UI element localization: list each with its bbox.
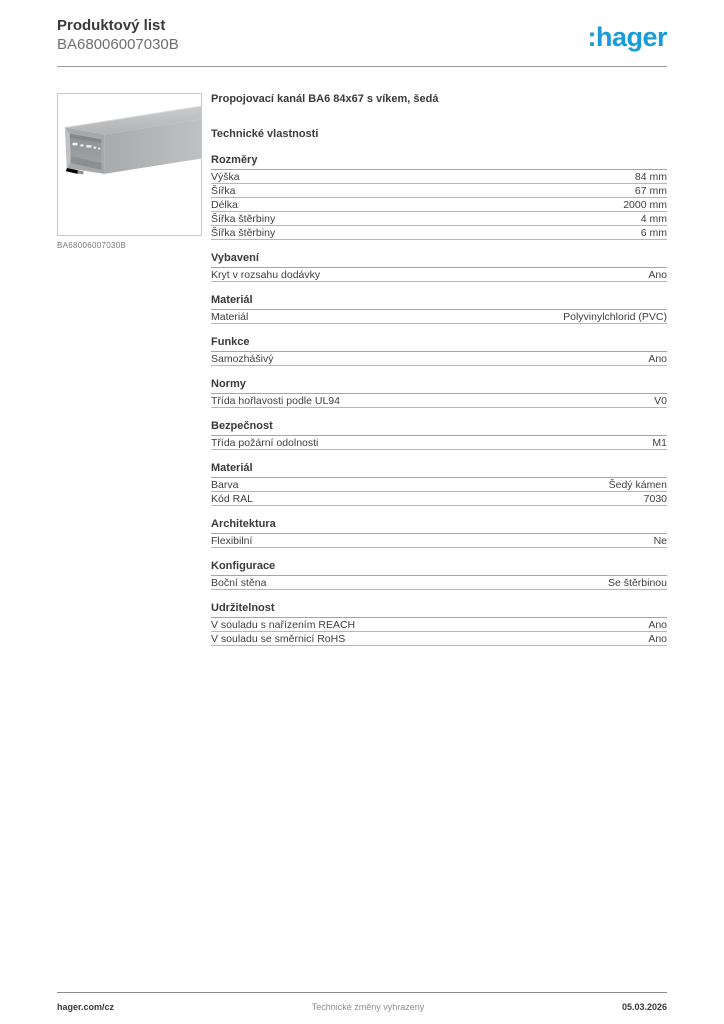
spec-value: Se štěrbinou	[608, 577, 667, 589]
spec-value: Ano	[648, 353, 667, 365]
spec-row	[211, 310, 667, 324]
product-title: Propojovací kanál BA6 84x67 s víkem, šedá	[211, 93, 439, 105]
spec-section-7	[211, 518, 667, 548]
spec-row	[211, 534, 667, 548]
spec-section-title: Udržitelnost	[211, 602, 667, 618]
spec-row	[211, 184, 667, 198]
spec-row	[211, 394, 667, 408]
spec-label: Třída požární odolnosti	[211, 437, 319, 449]
spec-label: Šířka štěrbiny	[211, 213, 276, 225]
spec-row	[211, 170, 667, 184]
spec-value: 67 mm	[634, 185, 667, 197]
spec-row	[211, 352, 667, 366]
header-divider	[57, 66, 667, 67]
spec-value: Ne	[653, 535, 667, 547]
spec-section-title: Rozměry	[211, 154, 667, 170]
spec-label: Kód RAL	[211, 493, 254, 505]
image-column	[57, 93, 204, 250]
spec-label: Kryt v rozsahu dodávky	[211, 269, 321, 281]
spec-label: Šířka štěrbiny	[211, 227, 276, 239]
spec-row	[211, 632, 667, 646]
footer-website: hager.com/cz	[57, 1002, 115, 1012]
spec-row	[211, 268, 667, 282]
spec-section-5	[211, 420, 667, 450]
image-caption: BA68006007030B	[57, 241, 127, 250]
spec-section-title: Materiál	[211, 462, 667, 478]
spec-label: Materiál	[211, 311, 249, 323]
spec-value: Ano	[648, 269, 667, 281]
product-code: BA68006007030B	[57, 36, 179, 53]
spec-section-title: Funkce	[211, 336, 667, 352]
spec-value: 2000 mm	[623, 199, 667, 211]
cable-trunking-illustration	[58, 94, 201, 235]
spec-value: Ano	[648, 619, 667, 631]
spec-section-2	[211, 294, 667, 324]
spec-section-title: Materiál	[211, 294, 667, 310]
spec-value: Ano	[648, 633, 667, 645]
spec-sections	[211, 154, 667, 646]
spec-label: Šířka	[211, 185, 236, 197]
spec-label: Boční stěna	[211, 577, 267, 589]
spec-row	[211, 198, 667, 212]
spec-section-title: Architektura	[211, 518, 667, 534]
header-titles	[57, 16, 179, 54]
main-content	[0, 93, 724, 658]
footer-date: 05.03.2026	[621, 1002, 667, 1012]
spec-column	[211, 93, 667, 658]
spec-section-3	[211, 336, 667, 366]
spec-value: 4 mm	[640, 213, 667, 225]
spec-section-title: Konfigurace	[211, 560, 667, 576]
spec-value: V0	[654, 395, 667, 407]
spec-section-8	[211, 560, 667, 590]
footer-row	[57, 1002, 667, 1012]
spec-value: 6 mm	[640, 227, 667, 239]
spec-value: M1	[652, 437, 667, 449]
product-image	[57, 93, 202, 236]
spec-label: Třída hořlavosti podle UL94	[211, 395, 340, 407]
footer-divider	[57, 992, 667, 993]
spec-label: Flexibilní	[211, 535, 253, 547]
spec-label: Délka	[211, 199, 238, 211]
spec-value: Šedý kámen	[608, 479, 667, 491]
spec-section-6	[211, 462, 667, 506]
spec-row	[211, 492, 667, 506]
spec-value: 7030	[643, 493, 667, 505]
spec-section-title: Normy	[211, 378, 667, 394]
spec-label: Barva	[211, 479, 239, 491]
spec-row	[211, 212, 667, 226]
hager-logo: :hager	[587, 22, 667, 52]
tech-properties-heading: Technické vlastnosti	[211, 128, 319, 140]
spec-section-0	[211, 154, 667, 240]
footer-disclaimer: Technické změny vyhrazeny	[311, 1002, 425, 1012]
spec-row	[211, 576, 667, 590]
spec-row	[211, 226, 667, 240]
spec-value: 84 mm	[634, 171, 667, 183]
spec-row	[211, 478, 667, 492]
spec-label: V souladu s nařízením REACH	[211, 619, 356, 631]
spec-section-4	[211, 378, 667, 408]
spec-row	[211, 618, 667, 632]
page-footer	[57, 992, 667, 1012]
spec-value: Polyvinylchlorid (PVC)	[563, 311, 667, 323]
spec-label: Výška	[211, 171, 240, 183]
page-header	[0, 0, 724, 54]
spec-section-1	[211, 252, 667, 282]
spec-section-title: Bezpečnost	[211, 420, 667, 436]
spec-section-title: Vybavení	[211, 252, 667, 268]
spec-section-9	[211, 602, 667, 646]
spec-label: Samozhášivý	[211, 353, 274, 365]
spec-label: V souladu se směrnicí RoHS	[211, 633, 346, 645]
document-title: Produktový list	[57, 17, 166, 34]
spec-row	[211, 436, 667, 450]
